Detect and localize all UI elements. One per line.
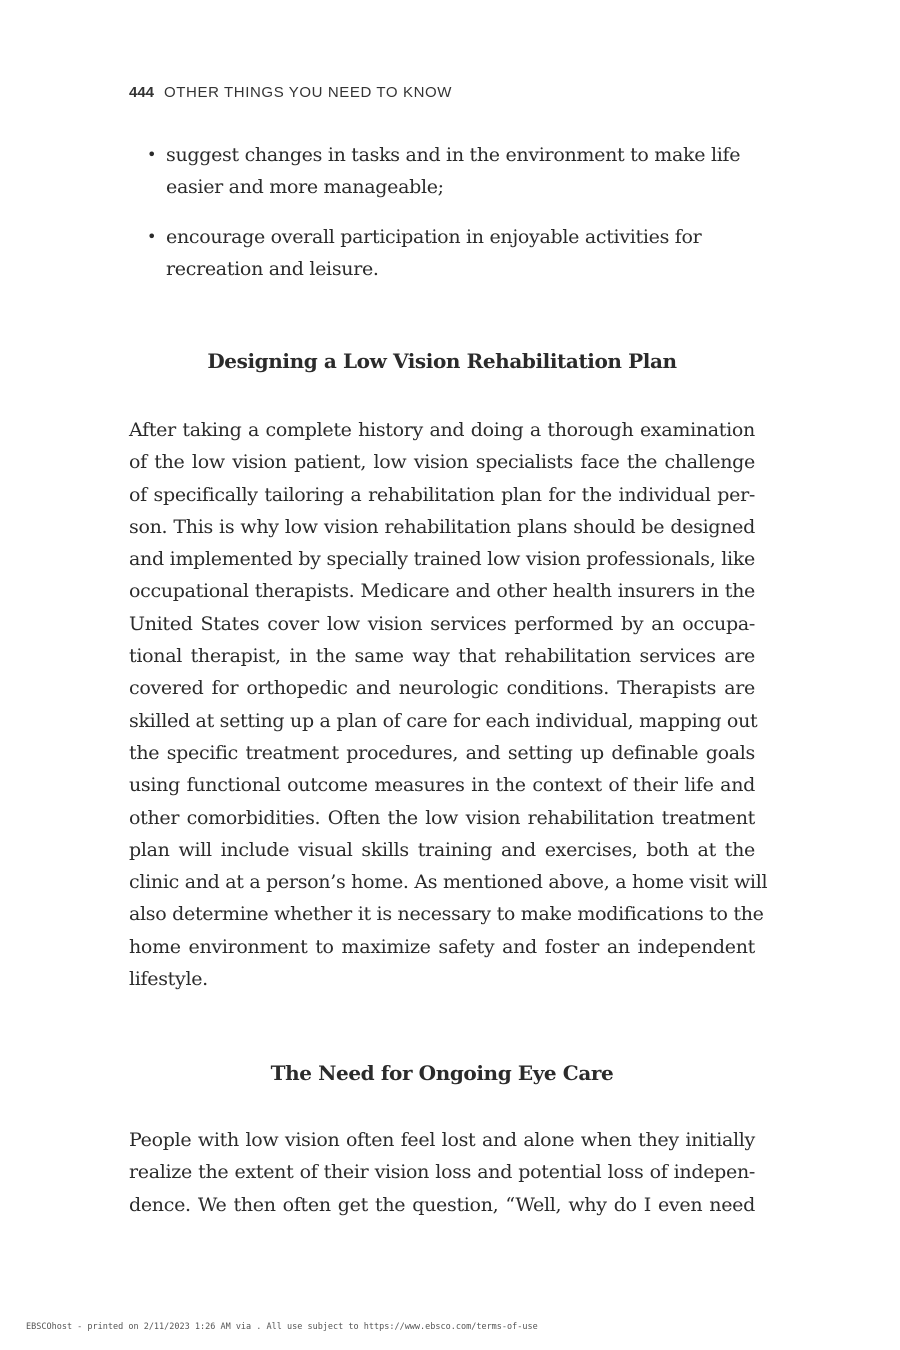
body-paragraph bbox=[129, 1124, 755, 1221]
text-line: skilled at setting up a plan of care for each individual, mapping out bbox=[129, 709, 758, 732]
text-line: After taking a complete history and doing a thorough examination bbox=[129, 419, 755, 441]
text-line: lifestyle. bbox=[129, 968, 208, 991]
section-heading: The Need for Ongoing Eye Care bbox=[270, 1061, 614, 1085]
bullet-marker: • bbox=[147, 227, 157, 246]
text-line: realize the extent of their vision loss and potential loss of indepen- bbox=[129, 1161, 755, 1184]
bullet-line: easier and more manageable; bbox=[166, 176, 444, 198]
text-line: of the low vision patient, low vision specialists face the challenge bbox=[129, 451, 755, 474]
section-heading: Designing a Low Vision Rehabilitation Plan bbox=[207, 349, 677, 373]
text-line: home environment to maximize safety and foster an independent bbox=[129, 935, 755, 958]
text-line: People with low vision often feel lost and alone when they initially bbox=[129, 1129, 755, 1151]
bullet-marker: • bbox=[147, 145, 157, 164]
text-line: clinic and at a person’s home. As mentioned above, a home visit will bbox=[129, 871, 768, 894]
bullet-line: suggest changes in tasks and in the environment to make life bbox=[166, 144, 741, 166]
text-line: using functional outcome measures in the context of their life and bbox=[129, 774, 755, 797]
text-line: tional therapist, in the same way that rehabilitation services are bbox=[129, 645, 755, 668]
text-line: son. This is why low vision rehabilitation plans should be designed bbox=[129, 515, 755, 538]
bullet-line: encourage overall participation in enjoyable activities for bbox=[166, 226, 702, 248]
bullet-list bbox=[147, 139, 767, 303]
text-line: covered for orthopedic and neurologic conditions. Therapists are bbox=[129, 677, 755, 700]
running-head bbox=[129, 84, 452, 101]
text-line: United States cover low vision services performed by an occupa- bbox=[129, 612, 755, 635]
text-line: and implemented by specially trained low vision professionals, like bbox=[129, 548, 755, 571]
text-line: dence. We then often get the question, “Well, why do I even need bbox=[129, 1193, 755, 1216]
list-item bbox=[147, 221, 767, 285]
body-paragraph bbox=[129, 414, 768, 995]
text-line: also determine whether it is necessary to make modifications to the bbox=[129, 903, 764, 926]
running-head-title: OTHER THINGS YOU NEED TO KNOW bbox=[164, 84, 453, 101]
print-footer: EBSCOhost - printed on 2/11/2023 1:26 AM via . All use subject to https://www.ebsco.com/terms-of-use bbox=[26, 1322, 538, 1332]
text-line: plan will include visual skills training and exercises, both at the bbox=[129, 838, 755, 861]
text-line: of specifically tailoring a rehabilitation plan for the individual per- bbox=[129, 483, 755, 506]
page-number: 444 bbox=[129, 84, 155, 101]
text-line: the specific treatment procedures, and setting up definable goals bbox=[129, 741, 755, 764]
list-item bbox=[147, 139, 767, 203]
text-line: occupational therapists. Medicare and other health insurers in the bbox=[129, 580, 755, 603]
bullet-line: recreation and leisure. bbox=[166, 258, 379, 280]
text-line: other comorbidities. Often the low vision rehabilitation treatment bbox=[129, 806, 755, 829]
